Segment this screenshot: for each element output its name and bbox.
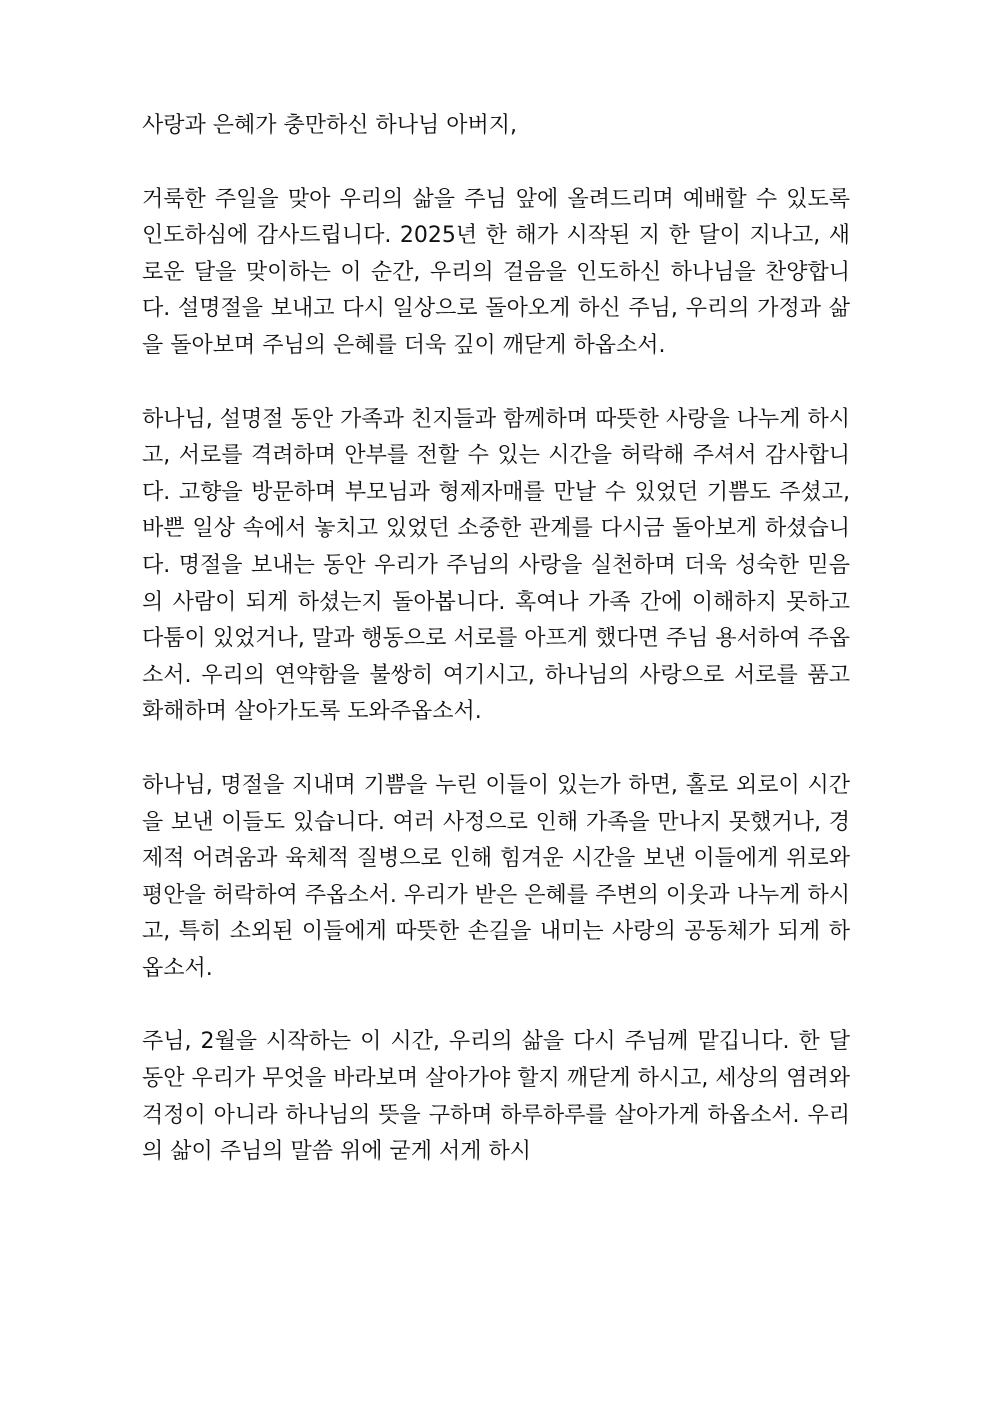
paragraph-3: 하나님, 명절을 지내며 기쁨을 누린 이들이 있는가 하면, 홀로 외로이 시간을 보낸 이들도 있습니다. 여러 사정으로 인해 가족을 만나지 못했거나, 경제적 어려움과 육체적 질병으로 인해 힘겨운 시간을 보낸 이들에게 위로와 평안을 허락하여 주옵소서. 우리가 받은 은혜를 주변의 이웃과 나누게 하시고, 특히 소외된 이들에게 따뜻한 손길을 내미는 사랑의 공동체가 되게 하옵소서.: [142, 772, 850, 981]
paragraph-2: 하나님, 설명절 동안 가족과 친지들과 함께하며 따뜻한 사랑을 나누게 하시고, 서로를 격려하며 안부를 전할 수 있는 시간을 허락해 주셔서 감사합니다. 고향을 방문하며 부모님과 형제자매를 만날 수 있었던 기쁨도 주셨고, 바쁜 일상 속에서 놓치고 있었던 소중한 관계를 다시금 돌아보게 하셨습니다. 명절을 보내는 동안 우리가 주님의 사랑을 실천하며 더욱 성숙한 믿음의 사람이 되게 하셨는지 돌아봅니다. 혹여나 가족 간에 이해하지 못하고 다툼이 있었거나, 말과 행동으로 서로를 아프게 했다면 주님 용서하여 주옵소서. 우리의 연약함을 불쌍히 여기시고, 하나님의 사랑으로 서로를 품고 화해하며 살아가도록 도와주옵소서.: [142, 406, 850, 725]
paragraph-4: 주님, 2월을 시작하는 이 시간, 우리의 삶을 다시 주님께 맡깁니다. 한 달 동안 우리가 무엇을 바라보며 살아가야 할지 깨닫게 하시고, 세상의 염려와 걱정이 아니라 하나님의 뜻을 구하며 하루하루를 살아가게 하옵소서. 우리의 삶이 주님의 말씀 위에 굳게 서게 하시: [142, 1029, 850, 1165]
paragraph-salutation: 사랑과 은혜가 충만하신 하나님 아버지,: [142, 113, 517, 138]
prayer-text: [142, 108, 850, 1208]
paragraph-1: 거룩한 주일을 맞아 우리의 삶을 주님 앞에 올려드리며 예배할 수 있도록 인도하심에 감사드립니다. 2025년 한 해가 시작된 지 한 달이 지나고, 새로운 달을 맞이하는 이 순간, 우리의 걸음을 인도하신 하나님을 찬양합니다. 설명절을 보내고 다시 일상으로 돌아오게 하신 주님, 우리의 가정과 삶을 돌아보며 주님의 은혜를 더욱 깊이 깨닫게 하옵소서.: [142, 186, 850, 358]
